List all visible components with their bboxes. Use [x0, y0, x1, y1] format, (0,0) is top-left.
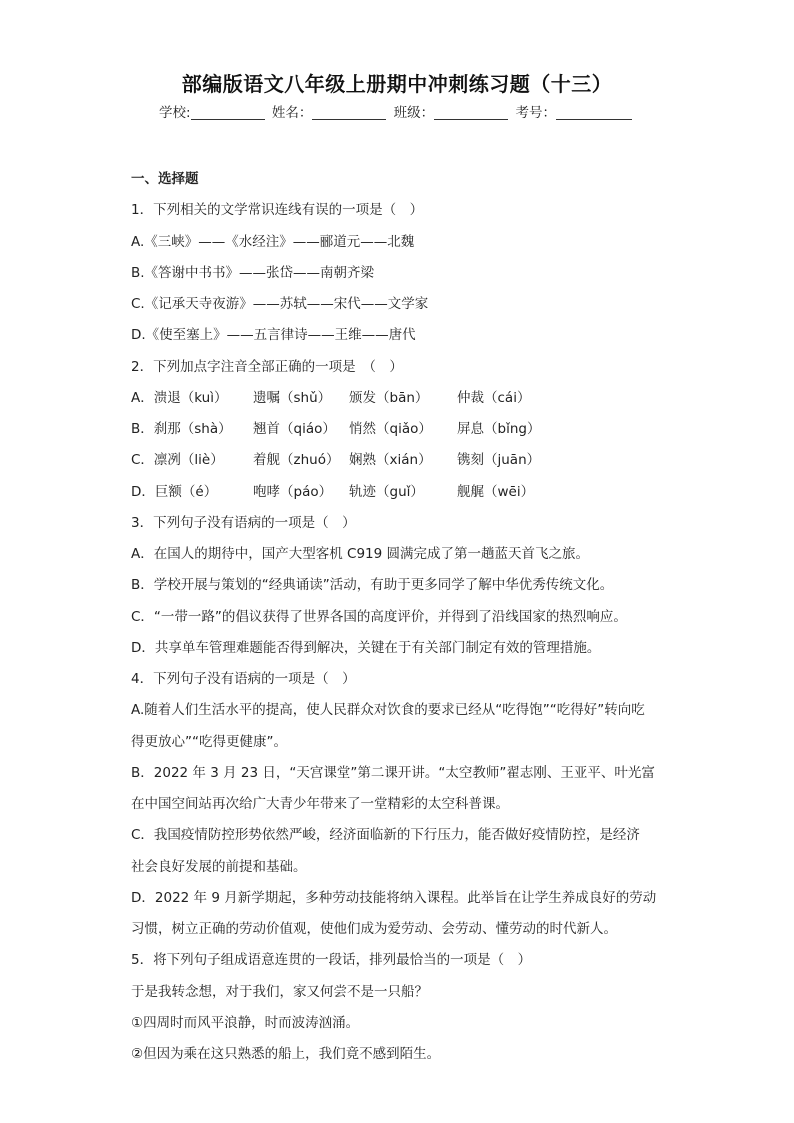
pron-item: 屏息（bǐng） [457, 421, 541, 437]
class-label: 班级： [393, 105, 435, 121]
section-heading: 一、选择题 [131, 171, 199, 187]
question-4-option-c-line-2: 社会良好发展的前提和基础。 [131, 858, 307, 875]
question-1-stem: 1．下列相关的文学常识连线有误的一项是（ ） [131, 202, 424, 219]
question-2-option-d [131, 477, 667, 508]
pron-item: 遗嘱（shǔ） [253, 389, 332, 406]
question-2-stem: 2．下列加点字注音全部正确的一项是 （ ） [131, 358, 403, 375]
question-4-option-d-line-2: 习惯，树立正确的劳动价值观，使他们成为爱劳动、会劳动、懂劳动的时代新人。 [131, 921, 617, 937]
question-4-option-d-line-1: D．2022 年 9 月新学期起，多种劳动技能将纳入课程。此举旨在让学生养成良好的劳动 [131, 889, 657, 906]
question-3-option-c: C．“一带一路”的倡议获得了世界各国的高度评价，并得到了沿线国家的热烈响应。 [131, 608, 627, 625]
question-4-option-a-line-2: 得更放心”“吃得更健康”。 [131, 733, 287, 750]
question-3-option-d: D．共享单车管理难题能否得到解决，关键在于有关部门制定有效的管理措施。 [131, 639, 601, 656]
question-3-option-b: B．学校开展与策划的“经典诵读”活动，有助于更多同学了解中华优秀传统文化。 [131, 577, 614, 594]
exam-no-label: 考号： [515, 105, 556, 121]
question-3-stem: 3．下列句子没有语病的一项是（ ） [131, 514, 356, 531]
question-content [131, 164, 667, 1070]
name-blank [312, 105, 386, 120]
question-2-option-a [131, 383, 667, 414]
question-3-option-a: A．在国人的期待中，国产大型客机 C919 圆满完成了第一趟蓝天首飞之旅。 [131, 546, 590, 562]
question-4-option-c-line-1: C．我国疫情防控形势依然严峻，经济面临新的下行压力，能否做好疫情防控，是经济 [131, 827, 640, 844]
page-title: 部编版语文八年级上册期中冲刺练习题（十三） [181, 72, 613, 96]
student-info-line [0, 101, 794, 121]
question-4-option-a-line-1: A.随着人们生活水平的提高，使人民群众对饮食的要求已经从“吃得饱”“吃得好”转向吃 [131, 702, 645, 719]
question-5-stem: 5．将下列句子组成语意连贯的一段话，排列最恰当的一项是（ ） [131, 952, 532, 969]
pron-item: A．溃退（kuì） [131, 389, 228, 406]
question-5-sentence-1: ①四周时而风平浪静，时而波涛汹涌。 [131, 1014, 360, 1031]
pron-item: 舰艉（wēi） [457, 483, 535, 500]
pron-item: 轨迹（guǐ） [349, 483, 424, 500]
question-1-option-a: A.《三峡》——《水经注》——郦道元——北魏 [131, 233, 415, 250]
class-blank [434, 105, 508, 120]
pron-item: 仲裁（cái） [457, 389, 531, 406]
pron-item: C．凛冽（liè） [131, 452, 224, 469]
question-5-sentence-2: ②但因为乘在这只熟悉的船上，我们竟不感到陌生。 [131, 1046, 441, 1062]
question-1-option-d: D.《使至塞上》——五言律诗——王维——唐代 [131, 327, 416, 344]
question-1-option-b: B.《答谢中书书》——张岱——南朝齐梁 [131, 264, 375, 281]
question-2-option-b [131, 414, 667, 445]
pron-item: 颁发（bān） [349, 389, 429, 406]
pron-item: B．刹那（shà） [131, 421, 232, 437]
pron-item: 着舰（zhuó） [253, 452, 340, 469]
question-1-option-c: C.《记承天寺夜游》——苏轼——宋代——文学家 [131, 296, 429, 312]
name-label: 姓名： [271, 105, 313, 121]
question-2-option-c [131, 445, 667, 476]
pron-item: 悄然（qiǎo） [349, 421, 432, 437]
question-4-stem: 4．下列句子没有语病的一项是（ ） [131, 671, 356, 687]
pron-item: 咆哮（páo） [253, 483, 333, 500]
question-5-lead-sentence: 于是我转念想，对于我们，家又何尝不是一只船？ [131, 983, 428, 1000]
exam-no-blank [556, 105, 632, 120]
pron-item: 镌刻（juān） [457, 452, 541, 469]
pron-item: 翘首（qiáo） [253, 421, 336, 437]
pron-item: 娴熟（xián） [349, 452, 432, 469]
pron-item: D．巨额（é） [131, 483, 218, 500]
school-blank [191, 105, 265, 120]
question-4-option-b-line-2: 在中国空间站再次给广大青少年带来了一堂精彩的太空科普课。 [131, 796, 509, 812]
question-4-option-b-line-1: B．2022 年 3 月 23 日，“天宫课堂”第二课开讲。“太空教师”翟志刚、王亚平、叶光富 [131, 764, 655, 781]
school-label: 学校: [159, 105, 191, 121]
